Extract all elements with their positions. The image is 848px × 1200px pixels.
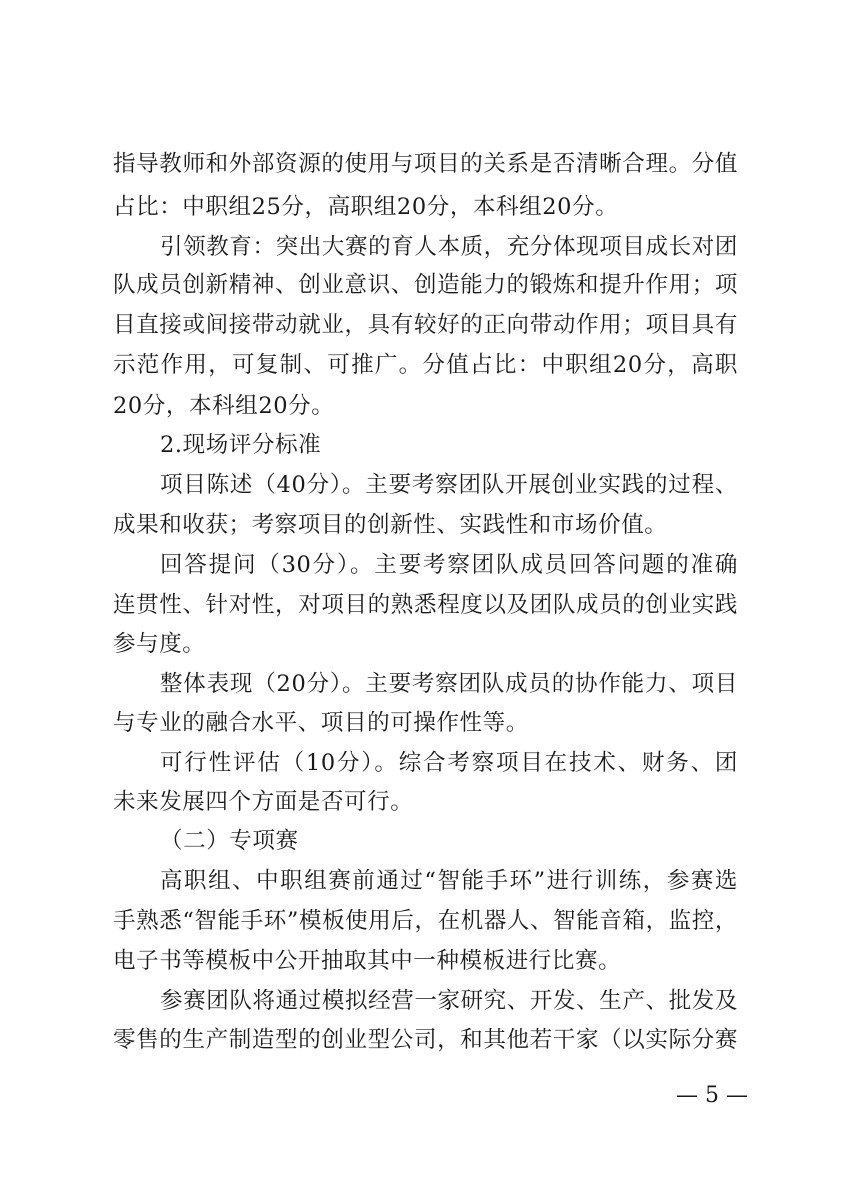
section-heading: 2.现场评分标准 bbox=[160, 432, 322, 458]
text-line: 项目陈述（40分）。主要考察团队开展创业实践的过程、 bbox=[160, 472, 738, 498]
page-number: — 5 — bbox=[676, 1083, 748, 1108]
text-line: 参与度。 bbox=[113, 631, 206, 657]
text-line: 引领教育：突出大赛的育人本质，充分体现项目成长对团 bbox=[160, 234, 738, 260]
text-line: 零售的生产制造型的创业型公司，和其他若干家（以实际分赛 bbox=[113, 1027, 738, 1053]
section-heading: （二）专项赛 bbox=[160, 828, 299, 854]
text-line: 目直接或间接带动就业，具有较好的正向带动作用；项目具有 bbox=[113, 312, 738, 338]
text-line: 未来发展四个方面是否可行。 bbox=[113, 789, 414, 815]
text-line: 整体表现（20分）。主要考察团队成员的协作能力、项目 bbox=[160, 671, 738, 697]
text-line: 电子书等模板中公开抽取其中一种模板进行比赛。 bbox=[113, 948, 622, 974]
text-line: 参赛团队将通过模拟经营一家研究、开发、生产、批发及 bbox=[160, 988, 738, 1014]
text-line: 回答提问（30分）。主要考察团队成员回答问题的准确 bbox=[160, 552, 738, 578]
text-line: 占比：中职组25分，高职组20分，本科组20分。 bbox=[113, 194, 619, 220]
text-line: 高职组、中职组赛前通过“智能手环”进行训练，参赛选 bbox=[160, 868, 738, 894]
text-line: 手熟悉“智能手环”模板使用后，在机器人、智能音箱，监控， bbox=[113, 908, 738, 934]
text-line: 队成员创新精神、创业意识、创造能力的锻炼和提升作用；项 bbox=[113, 272, 738, 298]
text-line: 指导教师和外部资源的使用与项目的关系是否清晰合理。分值 bbox=[113, 151, 738, 177]
text-line: 连贯性、针对性，对项目的熟悉程度以及团队成员的创业实践 bbox=[113, 592, 738, 618]
text-line: 与专业的融合水平、项目的可操作性等。 bbox=[113, 710, 529, 736]
text-line: 成果和收获；考察项目的创新性、实践性和市场价值。 bbox=[113, 512, 668, 538]
text-line: 20分，本科组20分。 bbox=[113, 393, 335, 419]
text-line: 示范作用，可复制、可推广。分值占比：中职组20分，高职 bbox=[113, 352, 738, 378]
text-line: 可行性评估（10分）。综合考察项目在技术、财务、团 bbox=[160, 750, 738, 776]
